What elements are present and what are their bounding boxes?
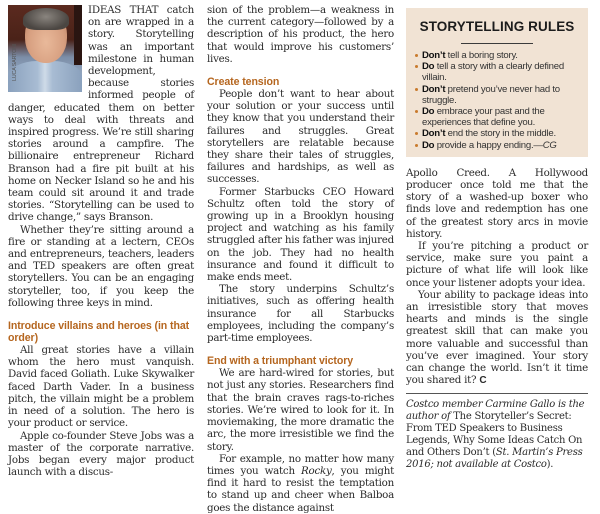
article-column-3 bbox=[406, 4, 588, 471]
section-heading-tension: Create tension bbox=[207, 76, 280, 89]
body-paragraph: If you’re pitching a product or service, make sure you paint a picture of what life will look like once your listener adopts your idea. bbox=[406, 240, 588, 289]
section-heading-villains: Introduce villains and heroes (in that order) bbox=[8, 320, 190, 345]
rule-item bbox=[414, 84, 580, 106]
photo-background bbox=[74, 5, 82, 65]
rule-lead: Don’t bbox=[422, 83, 446, 95]
rule-item bbox=[414, 61, 580, 83]
body-paragraph bbox=[207, 453, 394, 514]
author-bio bbox=[406, 399, 588, 471]
body-paragraph bbox=[406, 289, 588, 388]
rule-text: provide a happy ending.— bbox=[434, 139, 543, 151]
bio-end: ). bbox=[546, 459, 554, 471]
bio-intro: Costco member Carmine Gallo is the author of bbox=[406, 399, 585, 423]
bio-divider bbox=[406, 393, 588, 394]
rule-item bbox=[414, 50, 580, 61]
rule-lead: Do bbox=[422, 106, 435, 118]
body-paragraph: The story underpins Schultz’s initiatives, such as offering health insurance for all Starbucks employees, including the company’s part-time employees. bbox=[207, 283, 394, 345]
body-paragraph: Former Starbucks CEO Howard Schultz often told the story of growing up in a Brooklyn housing project and watching as his family struggled after his father was injured on the job. They had no health insurance and found it difficult to make ends meet. bbox=[207, 185, 394, 284]
rule-lead: Do bbox=[422, 61, 435, 73]
body-paragraph: Apollo Creed. A Hollywood producer once told me that the story of a washed-up boxer who finds love and redemption has one of the greatest story arcs in movie history. bbox=[406, 166, 588, 240]
storytelling-rules-sidebar bbox=[406, 8, 588, 157]
rule-text: tell a story with a clearly defined villain. bbox=[422, 61, 564, 84]
rule-text: embrace your past and the experiences that define you. bbox=[422, 106, 545, 129]
rule-item bbox=[414, 140, 580, 151]
text-run: Your ability to package ideas into an irresistible story that moves hearts and minds is the single greatest skill that can make you more valuable and successful than you’ve ever imagined. Your story can change the world. Isn’t it time you shared it? bbox=[406, 288, 588, 387]
title-divider bbox=[461, 43, 533, 44]
body-paragraph: Apple co-founder Steve Jobs was a master of the corporate narrative. Jobs began every major product launch with a discus- bbox=[8, 429, 194, 479]
body-paragraph: sion of the problem—a weakness in the current category—followed by a description of his product, the hero that would improve his customers’ lives. bbox=[207, 4, 394, 65]
rule-item bbox=[414, 128, 580, 139]
article-column-1 bbox=[8, 4, 194, 478]
rule-lead: Do bbox=[422, 139, 435, 151]
rule-item bbox=[414, 106, 580, 128]
body-paragraph: People don’t want to hear about your solution or your success until they know that you understand their failures and struggles. Great storytellers are relatable because they share their tales of struggles, failures and hardships, as well as successes. bbox=[207, 88, 394, 186]
lead-paragraph: IDEAS THAT catch on are wrapped in a story. Storytelling was an important milestone in human development, because stories informed people of danger, educated them on better ways to deal with threats and inspired progress. We’re still sharing stories around a campfire. The billionaire entrepreneur Richard Branson had a fire pit built at his home on Necker Island so he and his team could sit around it and trade stories. “Storytelling can be used to drive change,” says Branson. bbox=[8, 4, 194, 224]
section-heading-victory: End with a triumphant victory bbox=[207, 355, 354, 368]
rule-lead: Don’t bbox=[422, 50, 446, 61]
rule-text: pretend you’ve never had to struggle. bbox=[422, 83, 560, 106]
rule-lead: Don’t bbox=[422, 128, 446, 140]
author-initials: CG bbox=[542, 139, 557, 151]
photo-hair bbox=[23, 8, 69, 30]
end-mark-icon: C bbox=[479, 375, 487, 387]
article-column-2 bbox=[207, 4, 394, 514]
sidebar-title: STORYTELLING RULES bbox=[419, 19, 575, 34]
rule-text: tell a boring story. bbox=[445, 50, 518, 61]
body-paragraph: We are hard-wired for stories, but not just any stories. Researchers find that the brain craves rags-to-riches stories. We’re wired to look for it. In moviemaking, the more dramatic the arc, the more irresistible we find the story. bbox=[207, 367, 394, 453]
publisher-note: St. Martin’s Press 2016; not available at Costco bbox=[406, 447, 583, 471]
rule-text: end the story in the middle. bbox=[445, 128, 556, 140]
rules-list bbox=[414, 50, 580, 151]
movie-title: Rocky bbox=[301, 464, 332, 477]
text-run: , you might find it hard to resist the temptation to stand up and cheer when Balboa goes the distance against bbox=[207, 464, 395, 514]
photo-credit: LUCA SARTONI bbox=[12, 43, 18, 81]
text-run: For example, no matter how many times you watch bbox=[207, 452, 394, 477]
book-title: The Storyteller’s Secret: From TED Speakers to Business Legends, Why Some Ideas Catch On and Others Don’t ( bbox=[406, 411, 583, 459]
body-paragraph: Whether they’re sitting around a fire or standing at a lectern, CEOs and entrepreneurs, teachers, leaders and TED speakers are often great storytellers. You can be an engaging storyteller, too, if you keep the following three keys in mind. bbox=[8, 223, 194, 309]
body-paragraph: All great stories have a villain whom the hero must vanquish. David faced Goliath. Luke Skywalker faced Darth Vader. In a business pitch, the villain might be a problem in need of a solution. The hero is your product or service. bbox=[8, 344, 194, 430]
